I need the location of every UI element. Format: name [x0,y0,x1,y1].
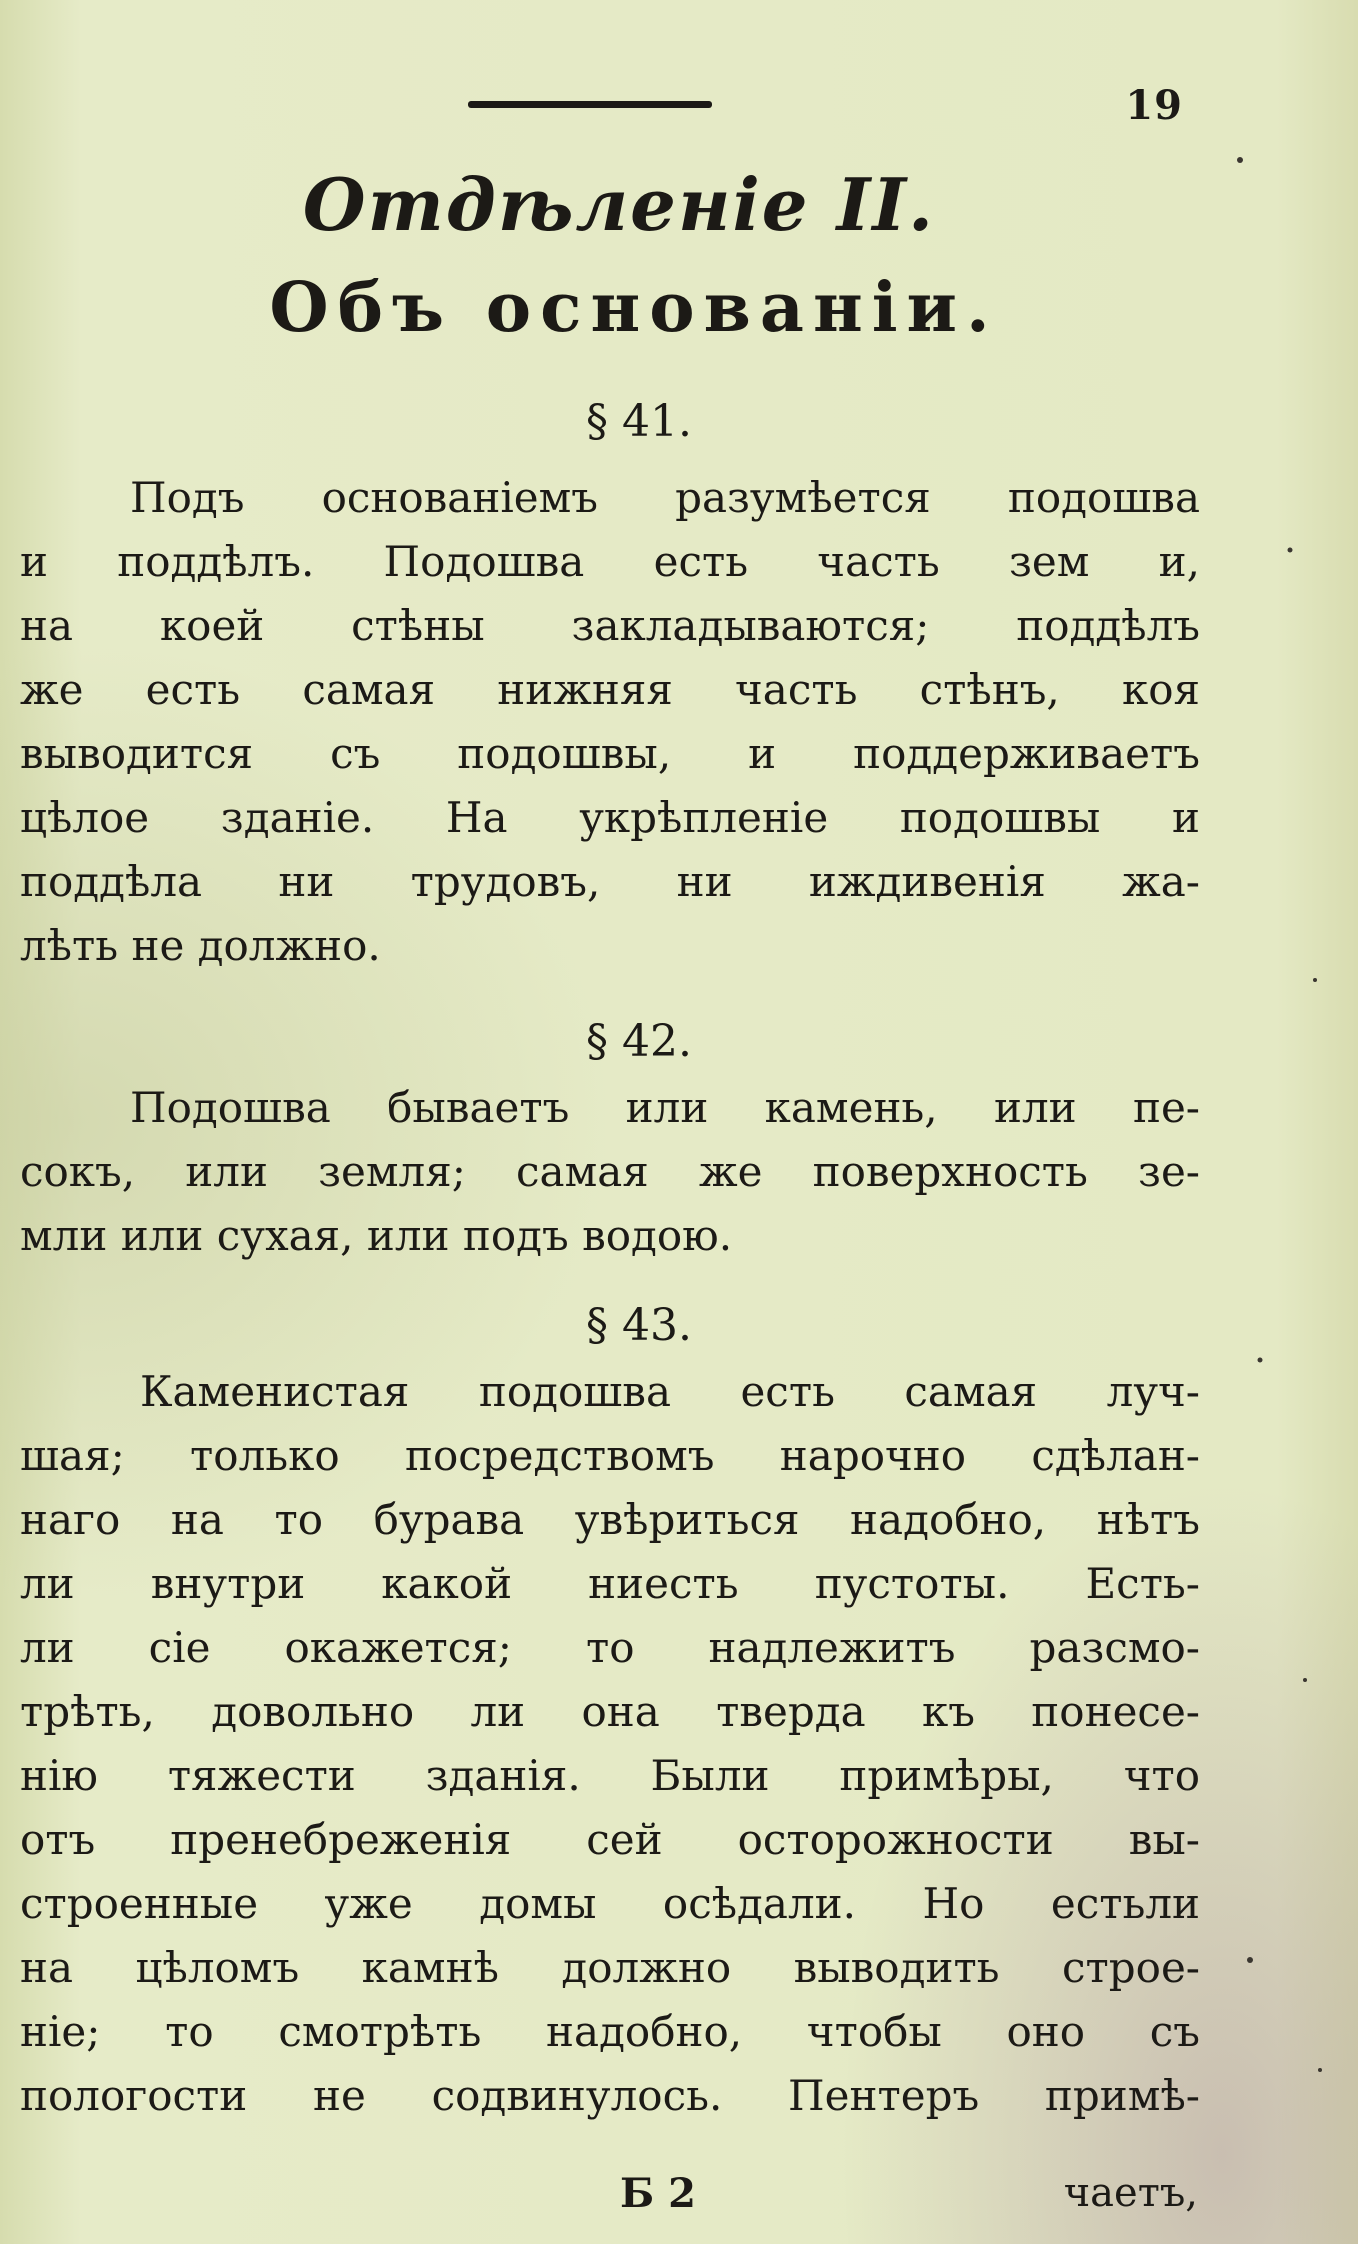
text-line: Подошва бываетъ или камень, или пе- [130,1083,1200,1132]
text-line: Каменистая подошва есть самая луч- [140,1367,1200,1416]
catchword: чаетъ, [1063,2170,1198,2216]
text-line: мли или сухая, или подъ водою. [20,1211,733,1260]
page-number: 19 [1125,82,1183,129]
text-line: шая; только посредствомъ нарочно сдѣлан- [20,1431,1200,1480]
paragraph-mark-43: § 43. [586,1300,692,1351]
text-line: Подъ основаніемъ разумѣется подошва [130,473,1200,522]
paragraph-42 [20,1076,1200,1268]
text-line: выводится съ подошвы, и поддерживаетъ [20,729,1200,778]
section-heading: Объ основаніи. [269,268,999,348]
text-line: пологости не содвинулось. Пентеръ примѣ- [20,2071,1200,2120]
text-line: и поддѣлъ. Подошва есть часть зем и, [20,537,1200,586]
paragraph-mark-42: § 42. [586,1016,692,1067]
text-line: на цѣломъ камнѣ должно выводить строе- [20,1943,1200,1992]
header-rule [468,101,712,108]
text-line: ли внутри какой ниесть пустоты. Есть- [20,1559,1200,1608]
paragraph-43 [20,1360,1200,2128]
text-line: сокъ, или земля; самая же поверхность зе- [20,1147,1200,1196]
text-line: же есть самая нижняя часть стѣнъ, коя [20,665,1200,714]
text-line: лѣть не должно. [20,921,381,970]
paragraph-41 [20,466,1200,978]
text-line: трѣть, довольно ли она тверда къ понесе- [20,1687,1200,1736]
signature-mark: Б 2 [620,2170,696,2217]
text-line: на коей стѣны закладываются; поддѣлъ [20,601,1200,650]
paragraph-mark-41: § 41. [586,396,692,447]
text-line: цѣлое зданіе. На укрѣпленіе подошвы и [20,793,1200,842]
section-title: Отдѣленіе II. [302,162,936,247]
text-line: нію тяжести зданія. Были примѣры, что [20,1751,1200,1800]
text-line: поддѣла ни трудовъ, ни иждивенія жа- [20,857,1200,906]
text-line: ніе; то смотрѣть надобно, чтобы оно съ [20,2007,1200,2056]
text-line: наго на то бурава увѣриться надобно, нѣтъ [20,1495,1200,1544]
text-line: строенные уже домы осѣдали. Но естьли [20,1879,1200,1928]
text-line: отъ пренебреженія сей осторожности вы- [20,1815,1200,1864]
text-line: ли сіе окажется; то надлежитъ разсмо- [20,1623,1200,1672]
